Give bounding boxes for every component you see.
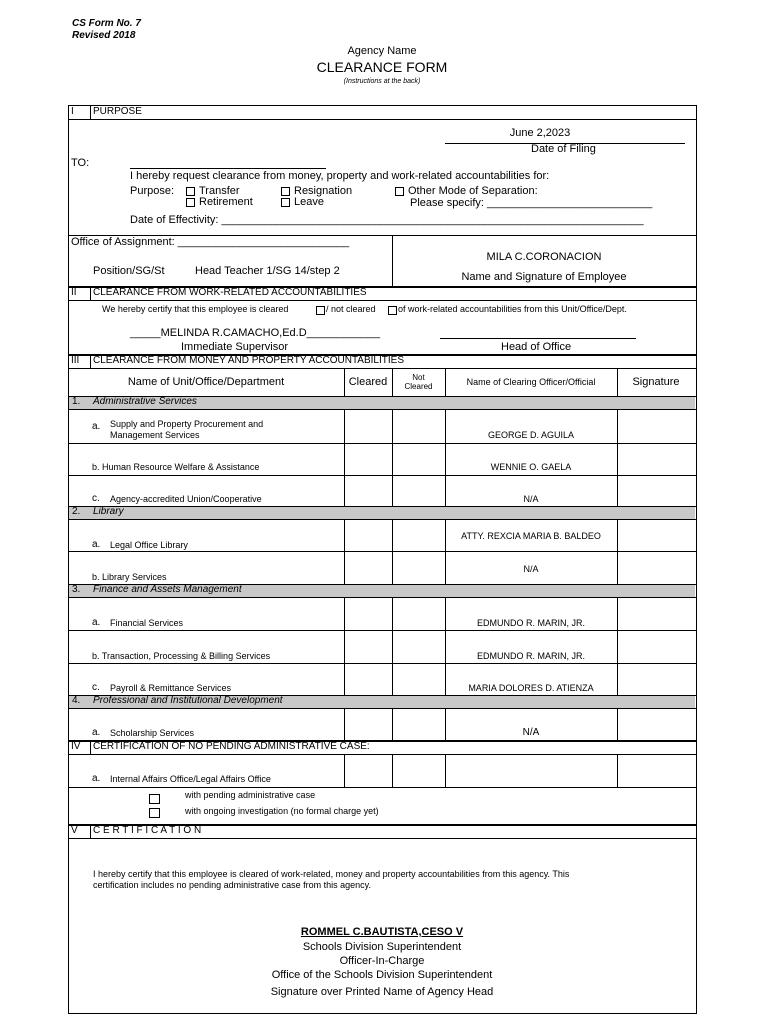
pending-case-checkbox[interactable] [149, 794, 160, 804]
position-label: Position/SG/St [93, 265, 165, 277]
unit-legal-library: Legal Office Library [110, 540, 188, 550]
not-cleared-checkbox[interactable] [388, 306, 397, 315]
leave-checkbox[interactable] [281, 198, 290, 207]
divider [68, 368, 696, 369]
agency-head-name: ROMMEL C.BAUTISTA,CESO V [300, 926, 464, 938]
certify-text-not-cleared: / not cleared [326, 304, 376, 314]
pending-case-label: with pending administrative case [185, 790, 316, 800]
unit-union: Agency-accredited Union/Cooperative [110, 494, 262, 504]
category-finance: Finance and Assets Management [93, 584, 242, 595]
agency-name: Agency Name [347, 45, 417, 57]
signature-line [440, 338, 636, 339]
category-number: 3. [72, 584, 81, 595]
divider [90, 355, 91, 368]
officer-name: EDMUNDO R. MARIN, JR. [477, 618, 585, 628]
divider [68, 708, 696, 709]
retirement-label: Retirement [199, 196, 253, 208]
category-band [69, 506, 695, 519]
resignation-label: Resignation [294, 185, 353, 197]
divider [68, 519, 696, 520]
revision: Revised 2018 [72, 30, 136, 41]
row-label: a. [92, 727, 101, 738]
ongoing-investigation-checkbox[interactable] [149, 808, 160, 818]
divider [90, 287, 91, 300]
other-mode-checkbox[interactable] [395, 187, 404, 196]
category-professional: Professional and Institutional Development [93, 695, 283, 706]
officer-name: GEORGE D. AGUILA [487, 430, 575, 440]
section-title-money: CLEARANCE FROM MONEY AND PROPERTY ACCOUNTABILITIES [93, 355, 404, 366]
divider [68, 838, 696, 839]
section-number: III [71, 355, 80, 366]
certification-text-2: certification includes no pending administrative case from this agency. [93, 880, 371, 890]
form-number: CS Form No. 7 [72, 18, 141, 29]
unit-financial: Financial Services [110, 618, 184, 628]
category-library: Library [93, 506, 124, 517]
col-not-cleared: Not [412, 373, 425, 382]
col-signature: Signature [632, 376, 680, 388]
divider [68, 443, 696, 444]
divider [445, 754, 446, 787]
category-number: 4. [72, 695, 81, 706]
section-number: II [71, 287, 77, 298]
instructions-note: (Instructions at the back) [343, 78, 421, 85]
unit-payroll: Payroll & Remittance Services [110, 683, 232, 693]
divider [68, 787, 696, 788]
row-label: c. [92, 493, 100, 504]
supervisor-label: Immediate Supervisor [181, 341, 288, 353]
officer-name: MARIA DOLORES D. ATIENZA [468, 683, 594, 693]
category-number: 1. [72, 396, 81, 407]
position-value: Head Teacher 1/SG 14/step 2 [195, 265, 340, 277]
supervisor-name: _____MELINDA R.CAMACHO,Ed.D____________ [130, 327, 381, 339]
certify-text-cleared: We hereby certify that this employee is cleared [102, 304, 289, 314]
unit-supply-2: Management Services [110, 430, 200, 440]
divider [68, 506, 696, 507]
unit-supply: Supply and Property Procurement and [110, 419, 264, 429]
transfer-label: Transfer [199, 185, 240, 197]
ongoing-investigation-label: with ongoing investigation (no formal charge yet) [185, 806, 379, 816]
divider [68, 663, 696, 664]
col-cleared: Cleared [348, 376, 388, 388]
divider [68, 119, 696, 120]
divider [68, 630, 696, 631]
employee-signature-label: Name and Signature of Employee [461, 271, 627, 283]
form-title: CLEARANCE FORM [316, 59, 448, 75]
section-number: I [71, 106, 74, 117]
divider [392, 368, 393, 740]
section-number: V [71, 825, 78, 836]
effectivity-field[interactable]: Date of Effectivity: _____________________________________________________________________ [130, 214, 644, 226]
section-title-purpose: PURPOSE [93, 106, 142, 117]
purpose-label: Purpose: [130, 185, 175, 197]
to-label: TO: [71, 157, 90, 169]
row-label: a. [92, 617, 101, 628]
officer-name: N/A [523, 564, 539, 574]
specify-field[interactable]: Please specify: ___________________________ [410, 197, 653, 209]
leave-label: Leave [294, 196, 324, 208]
unit-hr: b. Human Resource Welfare & Assistance [92, 462, 260, 472]
cleared-checkbox[interactable] [316, 306, 325, 315]
divider [68, 597, 696, 598]
divider [90, 825, 91, 838]
section-number: IV [71, 741, 81, 752]
to-line [130, 168, 326, 169]
employee-name: MILA C.CORONACION [486, 251, 602, 263]
category-admin: Administrative Services [93, 396, 197, 407]
officer-name: WENNIE O. GAELA [490, 462, 572, 472]
col-officer: Name of Clearing Officer/Official [466, 377, 596, 387]
section-title-certification: C E R T I F I C A T I O N [93, 825, 202, 836]
filing-date: June 2,2023 [509, 127, 571, 139]
unit-internal-affairs: Internal Affairs Office/Legal Affairs Office [110, 774, 271, 784]
agency-head-title: Schools Division Superintendent [302, 941, 462, 953]
divider [617, 368, 618, 740]
col-not-cleared-2: Cleared [404, 382, 433, 391]
category-number: 2. [72, 506, 81, 517]
retirement-checkbox[interactable] [186, 198, 195, 207]
head-office-label: Head of Office [501, 341, 572, 353]
filing-date-label: Date of Filing [531, 143, 596, 155]
divider [392, 754, 393, 787]
divider [344, 368, 345, 740]
divider [68, 754, 696, 755]
officer-name: ATTY. REXCIA MARIA B. BALDEO [461, 531, 601, 541]
col-unit: Name of Unit/Office/Department [127, 376, 285, 388]
divider [90, 741, 91, 754]
request-text: I hereby request clearance from money, property and work-related accountabilities for: [130, 170, 550, 182]
agency-head-oic: Officer-In-Charge [339, 955, 425, 967]
agency-head-signature-label: Signature over Printed Name of Agency Head [270, 986, 494, 998]
office-assignment-field[interactable]: Office of Assignment: ____________________________ [71, 236, 350, 248]
officer-name: N/A [522, 727, 540, 738]
divider [344, 754, 345, 787]
resignation-checkbox[interactable] [281, 187, 290, 196]
unit-scholarship: Scholarship Services [110, 728, 195, 738]
other-mode-label: Other Mode of Separation: [408, 185, 538, 197]
divider [617, 754, 618, 787]
unit-library-services: b. Library Services [92, 572, 167, 582]
officer-name: EDMUNDO R. MARIN, JR. [477, 651, 585, 661]
divider [68, 475, 696, 476]
row-label: a. [92, 773, 101, 784]
unit-transaction: b. Transaction, Processing & Billing Services [92, 651, 271, 661]
row-label: a. [92, 539, 101, 550]
certification-text: I hereby certify that this employee is cleared of work-related, money and property accountabilities from this agency. This [93, 869, 570, 879]
section-title-work: CLEARANCE FROM WORK-RELATED ACCOUNTABILITIES [93, 287, 367, 298]
divider [90, 105, 91, 119]
certify-text-tail: of work-related accountabilities from this Unit/Office/Dept. [398, 304, 627, 314]
row-label: c. [92, 682, 100, 693]
divider [68, 409, 696, 410]
transfer-checkbox[interactable] [186, 187, 195, 196]
section-title-admin-case: CERTIFICATION OF NO PENDING ADMINISTRATIVE CASE: [93, 741, 370, 752]
row-label: a. [92, 421, 101, 432]
divider [68, 551, 696, 552]
agency-head-office: Office of the Schools Division Superintendent [271, 969, 493, 981]
divider [68, 300, 696, 301]
officer-name: N/A [523, 494, 539, 504]
